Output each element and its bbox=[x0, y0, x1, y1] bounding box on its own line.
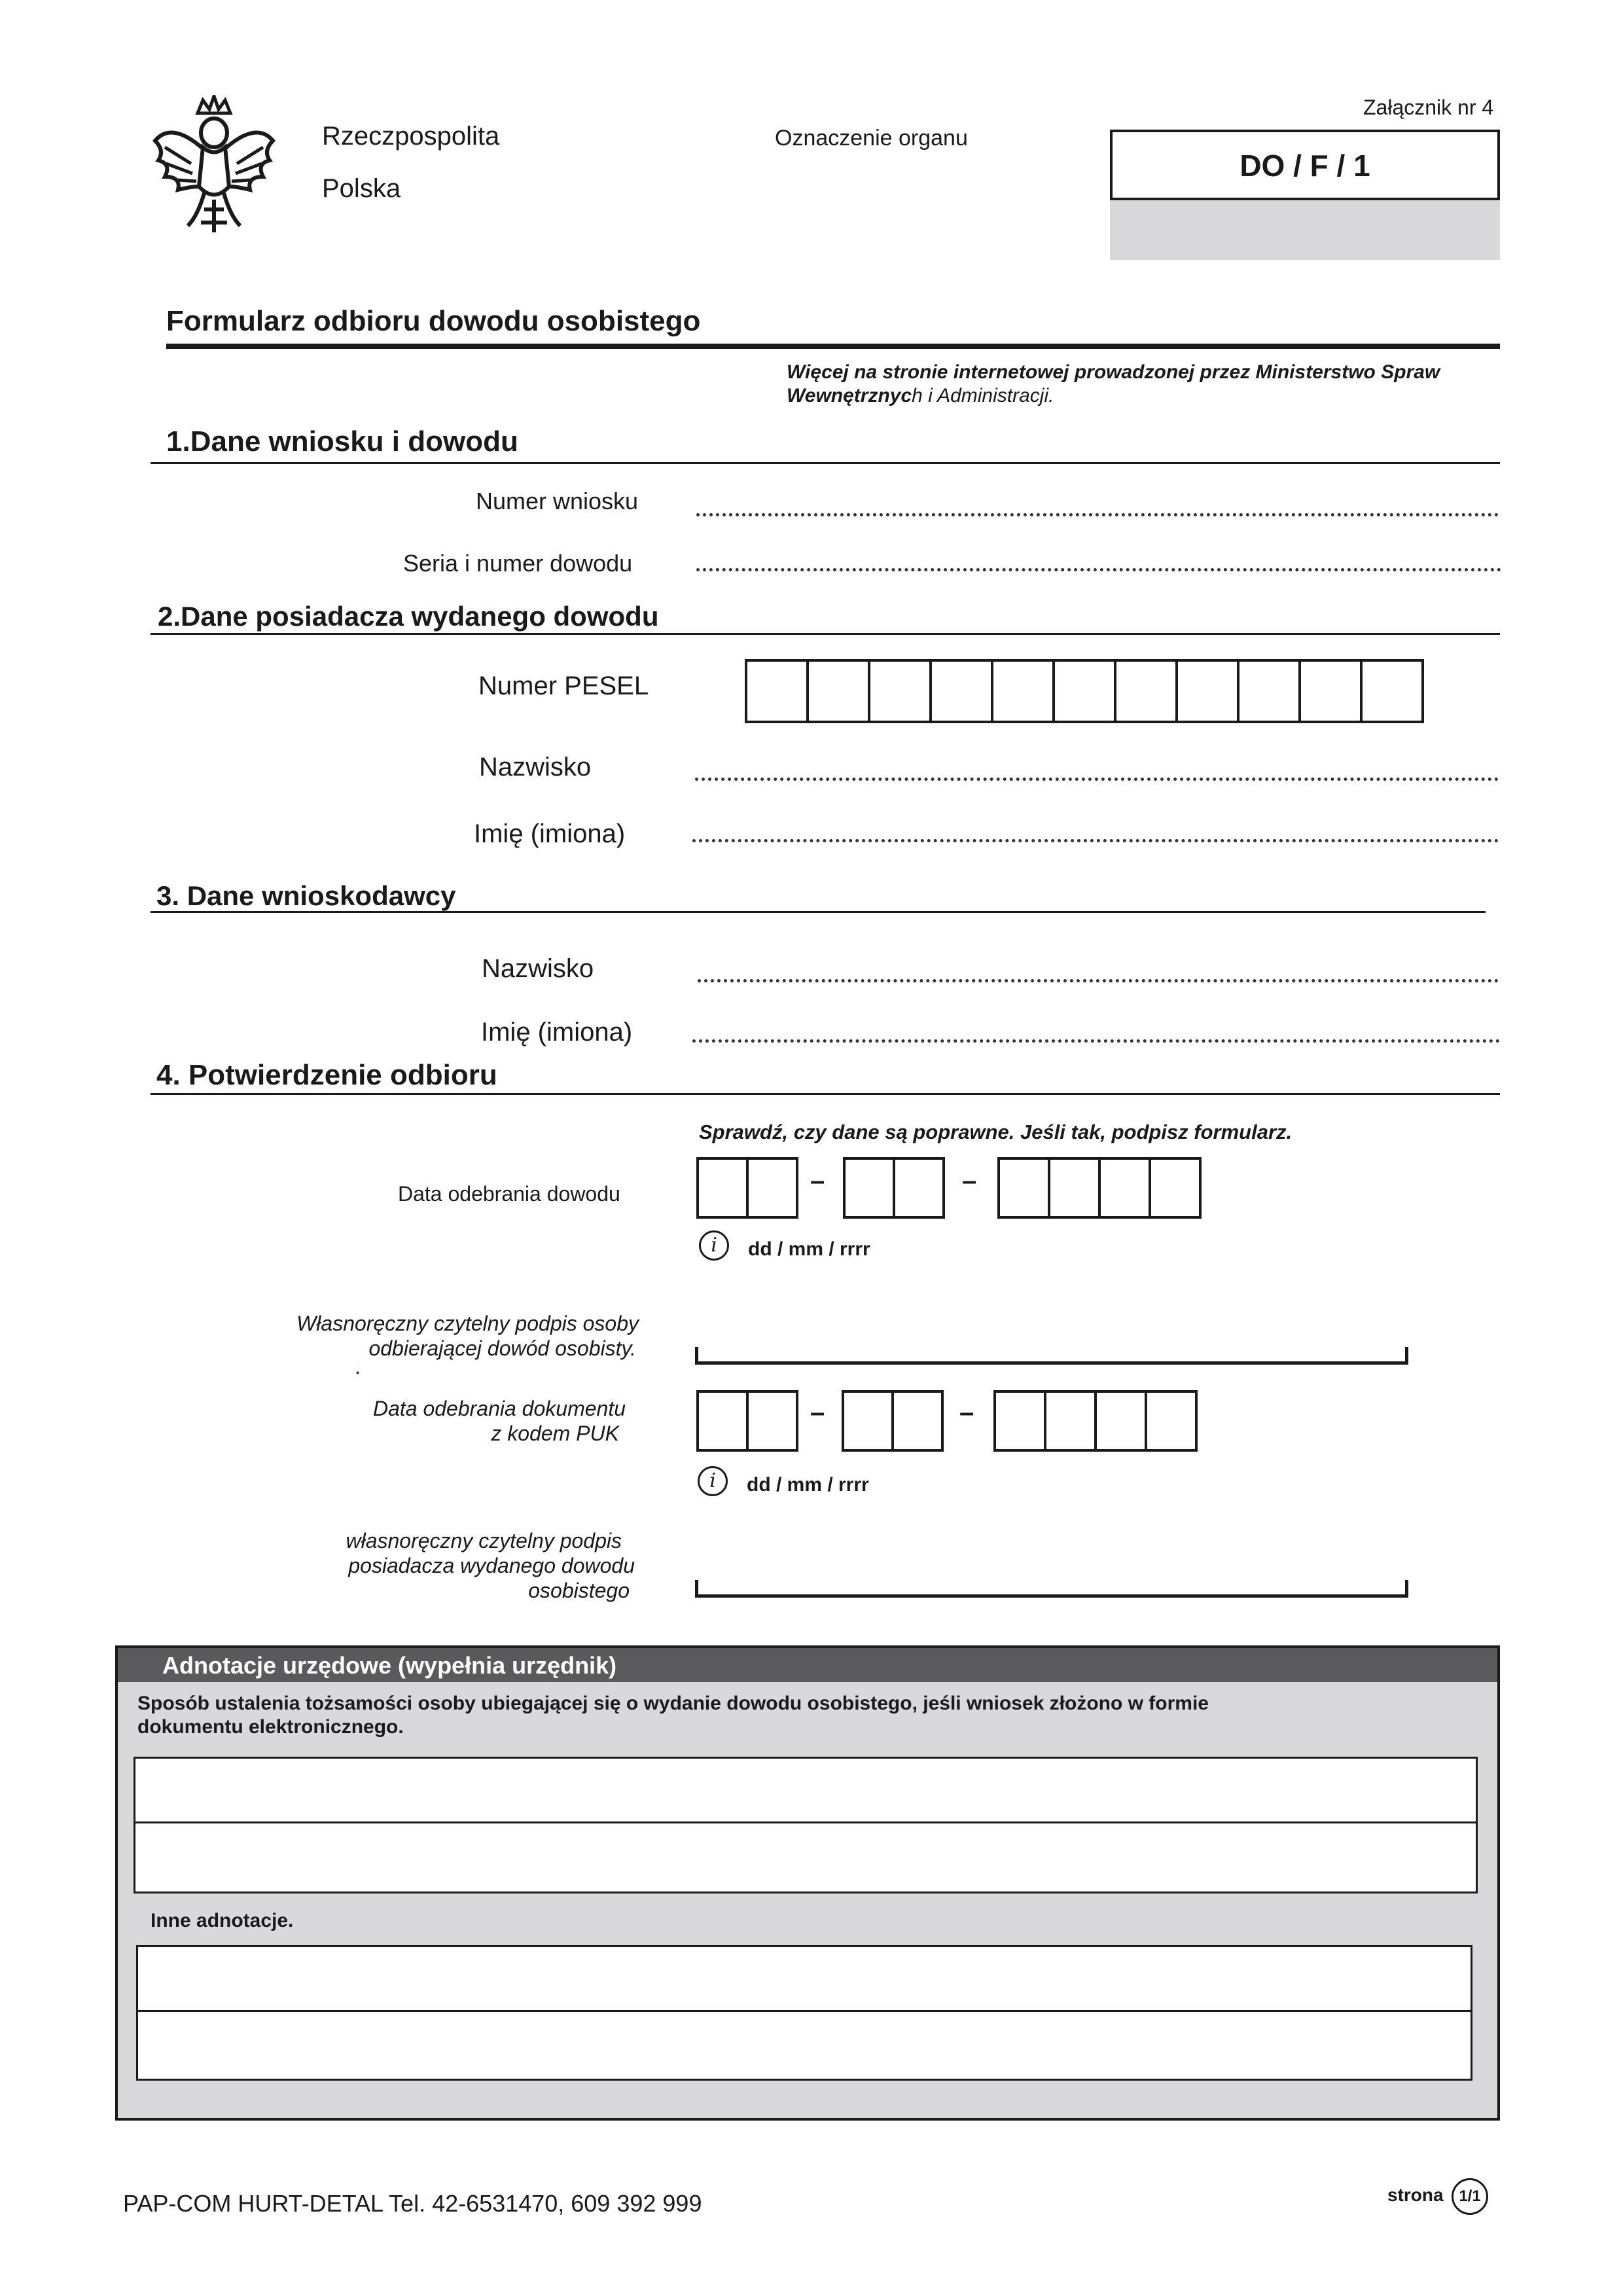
date-digit-cell[interactable] bbox=[993, 1390, 1046, 1452]
section2-heading: 2.Dane posiadacza wydanego dowodu bbox=[158, 601, 659, 632]
section4-heading: 4. Potwierdzenie odbioru bbox=[156, 1059, 497, 1091]
country-name-line1: Rzeczpospolita bbox=[322, 122, 500, 151]
recipient-signature-field[interactable] bbox=[695, 1347, 1408, 1365]
date-digit-cell[interactable] bbox=[1149, 1157, 1202, 1219]
info-text-line2-rest: h i Administracji. bbox=[912, 385, 1054, 406]
holder-signature-label-line2: posiadacza wydanego dowodu bbox=[348, 1554, 635, 1577]
date-separator: – bbox=[959, 1398, 974, 1427]
form-code-field bbox=[1110, 130, 1500, 200]
receipt-date-month[interactable] bbox=[843, 1157, 945, 1219]
puk-date-month[interactable] bbox=[842, 1390, 944, 1452]
section2-rule bbox=[151, 633, 1500, 635]
page-number-badge bbox=[1452, 2178, 1488, 2215]
info-text-line2-bold: Wewnętrznyc bbox=[787, 385, 912, 406]
authority-label: Oznaczenie organu bbox=[775, 126, 968, 151]
date-separator: – bbox=[810, 1166, 825, 1195]
receipt-date-format: dd / mm / rrrr bbox=[748, 1238, 870, 1260]
form-code: DO / F / 1 bbox=[1240, 149, 1370, 183]
pesel-label: Numer PESEL bbox=[478, 672, 649, 700]
date-digit-cell[interactable] bbox=[843, 1157, 895, 1219]
application-number-label: Numer wniosku bbox=[476, 488, 639, 514]
page-label: strona bbox=[1387, 2185, 1444, 2205]
printer-info: PAP-COM HURT-DETAL Tel. 42-6531470, 609 392 999 bbox=[123, 2190, 702, 2217]
section4-rule bbox=[151, 1093, 1500, 1095]
puk-date-day[interactable] bbox=[696, 1390, 798, 1452]
holder-signature-label-line3: osobistego bbox=[528, 1579, 630, 1602]
page-number: 1/1 bbox=[1459, 2187, 1481, 2205]
info-text-line2 bbox=[787, 385, 1054, 407]
attachment-label: Załącznik nr 4 bbox=[1363, 96, 1494, 119]
identity-method-line2: dokumentu elektronicznego. bbox=[137, 1716, 404, 1738]
date-digit-cell[interactable] bbox=[746, 1157, 798, 1219]
official-annotations-header bbox=[118, 1648, 1497, 1682]
date-digit-cell[interactable] bbox=[893, 1157, 945, 1219]
date-digit-cell[interactable] bbox=[842, 1390, 894, 1452]
section4-instruction: Sprawdź, czy dane są poprawne. Jeśli tak, podpisz formularz. bbox=[699, 1121, 1293, 1143]
pesel-digit-cell[interactable] bbox=[991, 659, 1055, 723]
date-digit-cell[interactable] bbox=[997, 1157, 1050, 1219]
section1-rule bbox=[151, 462, 1500, 464]
date-digit-cell[interactable] bbox=[1098, 1157, 1151, 1219]
pesel-digit-cell[interactable] bbox=[745, 659, 809, 723]
applicant-first-names-label: Imię (imiona) bbox=[481, 1018, 633, 1047]
date-separator: – bbox=[810, 1398, 825, 1427]
puk-date-label-line2: z kodem PUK bbox=[491, 1422, 619, 1445]
info-text-line1: Więcej na stronie internetowej prowadzonej przez Ministerstwo Spraw bbox=[787, 361, 1440, 383]
identity-method-line1: Sposób ustalenia tożsamości osoby ubiegającej się o wydanie dowodu osobistego, jeśli wniosek złożono w formie bbox=[137, 1693, 1209, 1714]
holder-signature-field[interactable] bbox=[695, 1580, 1408, 1598]
pesel-digit-cell[interactable] bbox=[1237, 659, 1301, 723]
date-digit-cell[interactable] bbox=[891, 1390, 944, 1452]
pesel-digit-cell[interactable] bbox=[1114, 659, 1178, 723]
official-annotations-heading: Adnotacje urzędowe (wypełnia urzędnik) bbox=[162, 1652, 617, 1679]
pesel-digit-cell[interactable] bbox=[1360, 659, 1424, 723]
pesel-digit-cell[interactable] bbox=[868, 659, 932, 723]
holder-signature-label-line1: własnoręczny czytelny podpis bbox=[346, 1529, 622, 1552]
holder-first-names-label: Imię (imiona) bbox=[474, 819, 626, 848]
official-annotations-panel bbox=[115, 1645, 1500, 2121]
pesel-digit-cell[interactable] bbox=[929, 659, 993, 723]
pesel-digit-cell[interactable] bbox=[806, 659, 870, 723]
date-digit-cell[interactable] bbox=[696, 1157, 749, 1219]
title-rule bbox=[166, 344, 1500, 349]
section3-heading: 3. Dane wnioskodawcy bbox=[156, 880, 456, 911]
date-digit-cell[interactable] bbox=[1145, 1390, 1198, 1452]
id-series-number-field[interactable] bbox=[696, 568, 1501, 571]
country-name-line2: Polska bbox=[322, 174, 401, 203]
applicant-first-names-field[interactable] bbox=[692, 1039, 1500, 1043]
id-series-number-label: Seria i numer dowodu bbox=[403, 550, 633, 577]
holder-first-names-field[interactable] bbox=[692, 839, 1499, 842]
other-notes-field-1[interactable] bbox=[136, 1945, 1472, 2012]
pesel-digit-cell[interactable] bbox=[1298, 659, 1363, 723]
pesel-field[interactable] bbox=[745, 659, 1424, 723]
date-digit-cell[interactable] bbox=[1094, 1390, 1147, 1452]
date-digit-cell[interactable] bbox=[1048, 1157, 1101, 1219]
puk-date-label-line1: Data odebrania dokumentu bbox=[372, 1397, 626, 1420]
identity-method-field-2[interactable] bbox=[134, 1821, 1478, 1893]
section1-heading: 1.Dane wniosku i dowodu bbox=[166, 425, 518, 457]
identity-method-field-1[interactable] bbox=[134, 1757, 1478, 1823]
holder-surname-field[interactable] bbox=[695, 778, 1499, 781]
signature-label-line2: odbierającej dowód osobisty. bbox=[368, 1336, 636, 1360]
signature-label-line1: Własnoręczny czytelny podpis osoby bbox=[296, 1312, 639, 1335]
info-icon: i bbox=[698, 1466, 728, 1496]
receipt-date-year[interactable] bbox=[997, 1157, 1202, 1219]
other-notes-label: Inne adnotacje. bbox=[151, 1910, 294, 1931]
date-digit-cell[interactable] bbox=[746, 1390, 798, 1452]
puk-date-year[interactable] bbox=[993, 1390, 1198, 1452]
page-title: Formularz odbioru dowodu osobistego bbox=[166, 305, 701, 337]
date-digit-cell[interactable] bbox=[1044, 1390, 1097, 1452]
section3-rule bbox=[151, 911, 1486, 913]
applicant-surname-label: Nazwisko bbox=[482, 954, 594, 983]
form-code-box bbox=[1110, 130, 1500, 260]
date-separator: – bbox=[962, 1166, 977, 1195]
holder-surname-label: Nazwisko bbox=[479, 753, 592, 781]
pesel-digit-cell[interactable] bbox=[1052, 659, 1116, 723]
puk-date-format: dd / mm / rrrr bbox=[747, 1474, 869, 1496]
date-digit-cell[interactable] bbox=[696, 1390, 749, 1452]
applicant-surname-field[interactable] bbox=[698, 979, 1499, 982]
polish-eagle-emblem-icon bbox=[152, 95, 276, 236]
stray-dot: . bbox=[355, 1355, 361, 1378]
receipt-date-day[interactable] bbox=[696, 1157, 798, 1219]
other-notes-field-2[interactable] bbox=[136, 2010, 1472, 2081]
pesel-digit-cell[interactable] bbox=[1175, 659, 1240, 723]
application-number-field[interactable] bbox=[696, 513, 1499, 516]
receipt-date-label: Data odebrania dowodu bbox=[398, 1182, 620, 1206]
info-icon: i bbox=[699, 1230, 729, 1261]
